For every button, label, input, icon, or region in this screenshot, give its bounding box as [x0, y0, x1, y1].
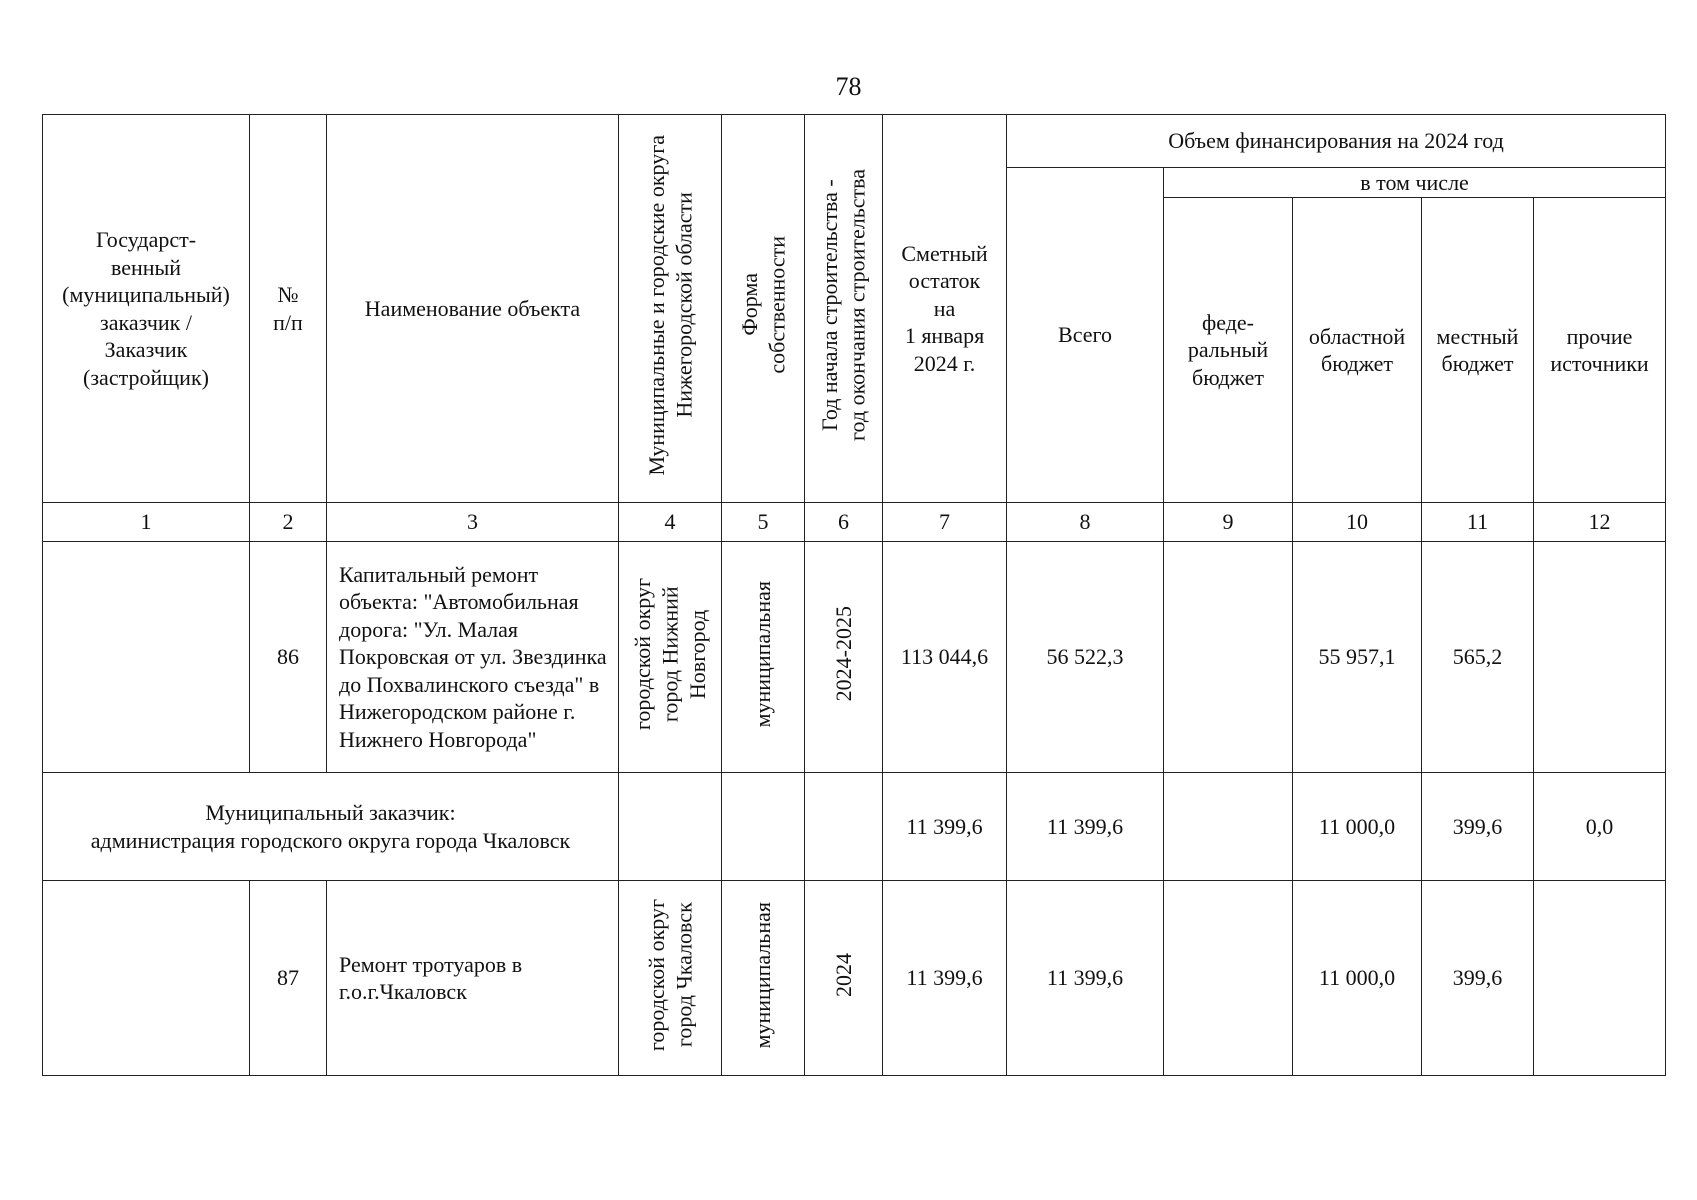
- group-regional: 11 000,0: [1293, 773, 1422, 881]
- row-other: [1534, 881, 1666, 1076]
- row-other: [1534, 542, 1666, 773]
- row-ownership: муниципальная: [722, 542, 805, 773]
- row-ownership: муниципальная: [722, 881, 805, 1076]
- row-district: городской округ город Чкаловск: [619, 881, 722, 1076]
- group-other: 0,0: [1534, 773, 1666, 881]
- header-estimated-balance: Сметный остаток на 1 января 2024 г.: [883, 115, 1007, 503]
- row-years: 2024-2025: [805, 542, 883, 773]
- page-number: 78: [835, 72, 862, 101]
- column-number: 10: [1293, 503, 1422, 542]
- header-regional: областной бюджет: [1293, 198, 1422, 503]
- row-federal: [1164, 881, 1293, 1076]
- row-number: 86: [250, 542, 327, 773]
- row-regional: 11 000,0: [1293, 881, 1422, 1076]
- header-local: местный бюджет: [1422, 198, 1534, 503]
- row-object-name: Ремонт тротуаров в г.о.г.Чкаловск: [327, 881, 619, 1076]
- row-number: 87: [250, 881, 327, 1076]
- row-estimated-balance: 113 044,6: [883, 542, 1007, 773]
- header-number: № п/п: [250, 115, 327, 503]
- row-customer: [43, 881, 250, 1076]
- header-years: Год начала строительства - год окончания строительства: [805, 115, 883, 503]
- column-number: 1: [43, 503, 250, 542]
- column-number: 11: [1422, 503, 1534, 542]
- header-total: Всего: [1007, 168, 1164, 503]
- header-customer: Государст- венный (муниципальный) заказчик / Заказчик (застройщик): [43, 115, 250, 503]
- header-other: прочие источники: [1534, 198, 1666, 503]
- group-federal: [1164, 773, 1293, 881]
- group-estimated-balance: 11 399,6: [883, 773, 1007, 881]
- group-local: 399,6: [1422, 773, 1534, 881]
- column-number: 9: [1164, 503, 1293, 542]
- row-federal: [1164, 542, 1293, 773]
- header-municipal-districts: Муниципальные и городские округа Нижегородской области: [619, 115, 722, 503]
- group-ownership: [722, 773, 805, 881]
- column-number: 3: [327, 503, 619, 542]
- table-row: [43, 542, 1666, 773]
- column-number: 6: [805, 503, 883, 542]
- column-number: 4: [619, 503, 722, 542]
- group-years: [805, 773, 883, 881]
- header-row: [43, 115, 1666, 168]
- row-years: 2024: [805, 881, 883, 1076]
- financing-table: [42, 114, 1666, 1076]
- group-title: Муниципальный заказчик: администрация городского округа города Чкаловск: [43, 773, 619, 881]
- header-object-name: Наименование объекта: [327, 115, 619, 503]
- row-district: городской округ город Нижний Новгород: [619, 542, 722, 773]
- column-number: 5: [722, 503, 805, 542]
- column-number: 12: [1534, 503, 1666, 542]
- row-local: 399,6: [1422, 881, 1534, 1076]
- table-row: [43, 881, 1666, 1076]
- column-number: 8: [1007, 503, 1164, 542]
- row-total: 11 399,6: [1007, 881, 1164, 1076]
- group-row: [43, 773, 1666, 881]
- row-total: 56 522,3: [1007, 542, 1164, 773]
- group-total: 11 399,6: [1007, 773, 1164, 881]
- header-including: в том числе: [1164, 168, 1666, 198]
- column-number: 7: [883, 503, 1007, 542]
- header-ownership: Форма собственности: [722, 115, 805, 503]
- header-federal: феде- ральный бюджет: [1164, 198, 1293, 503]
- column-number-row: [43, 503, 1666, 542]
- row-estimated-balance: 11 399,6: [883, 881, 1007, 1076]
- header-financing-volume: Объем финансирования на 2024 год: [1007, 115, 1666, 168]
- row-regional: 55 957,1: [1293, 542, 1422, 773]
- column-number: 2: [250, 503, 327, 542]
- group-district: [619, 773, 722, 881]
- row-local: 565,2: [1422, 542, 1534, 773]
- row-object-name: Капитальный ремонт объекта: "Автомобильная дорога: "Ул. Малая Покровская от ул. Звездинка до Похвалинского съезда" в Нижегородском районе г. Нижнего Новгорода": [327, 542, 619, 773]
- row-customer: [43, 542, 250, 773]
